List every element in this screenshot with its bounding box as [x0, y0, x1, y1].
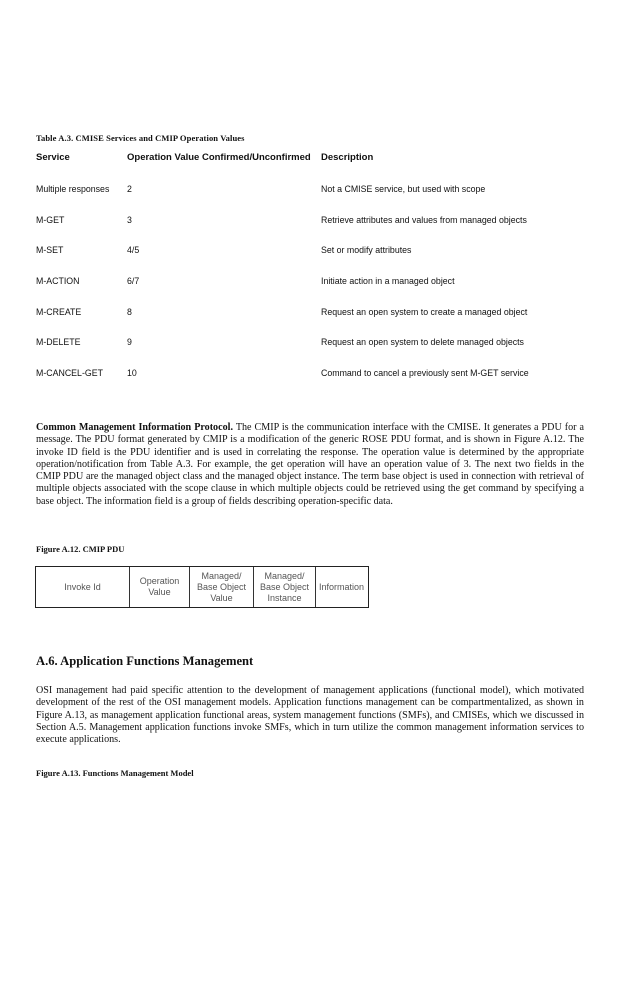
- table-cell-service: M-SET: [36, 245, 64, 255]
- figure-a12-caption: Figure A.12. CMIP PDU: [36, 544, 125, 554]
- table-cell-service: M-CANCEL-GET: [36, 368, 103, 378]
- pdu-field-label: Base Object: [196, 581, 247, 592]
- cmip-paragraph-lead: Common Management Information Protocol.: [36, 422, 233, 433]
- pdu-field-managed-base-object-value: [190, 567, 254, 607]
- paragraph-line: OSI management had paid specific attention to the development of management applications (functional model),: [36, 685, 511, 696]
- table-cell-operation-value: 6/7: [127, 276, 140, 286]
- pdu-field-label: Operation: [139, 576, 180, 586]
- table-cell-operation-value: 8: [127, 307, 132, 317]
- table-row: [0, 368, 638, 382]
- pdu-field-label: Base Object: [259, 581, 310, 592]
- paragraph-line: command by specifying a base object. The information field is a group of fields describing operation-specific data.: [36, 483, 584, 507]
- pdu-field-label: Invoke Id: [64, 581, 101, 592]
- table-cell-service: Multiple responses: [36, 184, 110, 194]
- table-cell-operation-value: 9: [127, 337, 132, 347]
- table-row: [0, 337, 638, 351]
- pdu-field-label: Value: [210, 592, 233, 603]
- table-header-service: Service: [36, 152, 70, 163]
- table-row: [0, 276, 638, 290]
- table-cell-description: Not a CMISE service, but used with scope: [321, 184, 486, 194]
- table-cell-operation-value: 10: [127, 368, 137, 378]
- table-cell-description: Command to cancel a previously sent M-GET service: [321, 368, 529, 378]
- cmip-pdu-diagram: [35, 566, 369, 608]
- table-row: [0, 245, 638, 259]
- table-row: [0, 184, 638, 198]
- cmip-paragraph: [36, 422, 584, 508]
- table-cell-service: M-GET: [36, 215, 65, 225]
- pdu-field-label: Managed/: [264, 570, 305, 581]
- table-row: [0, 307, 638, 321]
- paragraph-line: format, and is shown in Figure A.12. The invoke ID field is the PDU identifier and is used in correlating the: [36, 434, 584, 458]
- pdu-field-label: Value: [148, 587, 171, 597]
- table-cell-operation-value: 4/5: [127, 245, 140, 255]
- figure-a13-caption: Figure A.13. Functions Management Model: [36, 768, 194, 778]
- paragraph-line: The CMIP is the communication interface with the CMISE. It: [235, 422, 490, 433]
- table-header-operation-value: Operation Value Confirmed/Unconfirmed: [127, 152, 311, 163]
- table-cell-description: Request an open system to delete managed objects: [321, 337, 524, 347]
- table-cell-service: M-CREATE: [36, 307, 82, 317]
- table-header-description: Description: [321, 152, 374, 163]
- pdu-field-operation-value: [130, 567, 190, 607]
- table-caption: Table A.3. CMISE Services and CMIP Operation Values: [36, 133, 245, 143]
- table-cell-operation-value: 3: [127, 215, 132, 225]
- paragraph-line: which motivated development of the rest of the OSI management models. Application functions management can: [36, 685, 584, 709]
- pdu-field-invoke-id: [36, 567, 130, 607]
- table-cell-description: Initiate action in a managed object: [321, 276, 455, 286]
- table-cell-service: M-ACTION: [36, 276, 80, 286]
- section-paragraph: [36, 685, 584, 746]
- paragraph-line: managed object class and the managed object instance. The term base object is used in connection with retrieval of: [116, 471, 584, 482]
- pdu-field-label: Instance: [267, 592, 302, 603]
- section-heading: A.6. Application Functions Management: [36, 654, 254, 668]
- table-cell-description: Request an open system to create a managed object: [321, 307, 528, 317]
- paragraph-line: response. The operation value is determined by the appropriate operation/notification from Table A.3. For: [36, 446, 585, 470]
- pdu-field-label: Managed/: [201, 570, 242, 581]
- pdu-field-managed-base-object-instance: [254, 567, 316, 607]
- table-cell-description: Retrieve attributes and values from managed objects: [321, 215, 527, 225]
- table-cell-service: M-DELETE: [36, 337, 81, 347]
- paragraph-line: functions (SMFs), and CMISEs, which we discussed in Section A.5. Management application functions invoke: [36, 709, 584, 733]
- paragraph-line: example, the get operation will have an operation value of 3. The next two fields in the CMIP PDU are the: [36, 458, 584, 482]
- table-row: [0, 215, 638, 229]
- table-cell-description: Set or modify attributes: [321, 245, 412, 255]
- paragraph-line: be compartmentalized, as shown in Figure A.13, as management application functional areas, system management: [36, 697, 584, 721]
- pdu-field-label: Information: [318, 581, 365, 592]
- paragraph-line: SMFs, which in turn utilize the common management information services to execute applications.: [36, 721, 584, 745]
- pdu-field-information: [316, 567, 367, 607]
- paragraph-line: multiple objects associated with the scope clause in which multiple objects could be retrieved using the get: [36, 483, 476, 495]
- paragraph-line: generates a PDU for a message. The PDU format generated by CMIP is a modification of the generic ROSE PDU: [36, 422, 585, 446]
- table-cell-operation-value: 2: [127, 184, 132, 194]
